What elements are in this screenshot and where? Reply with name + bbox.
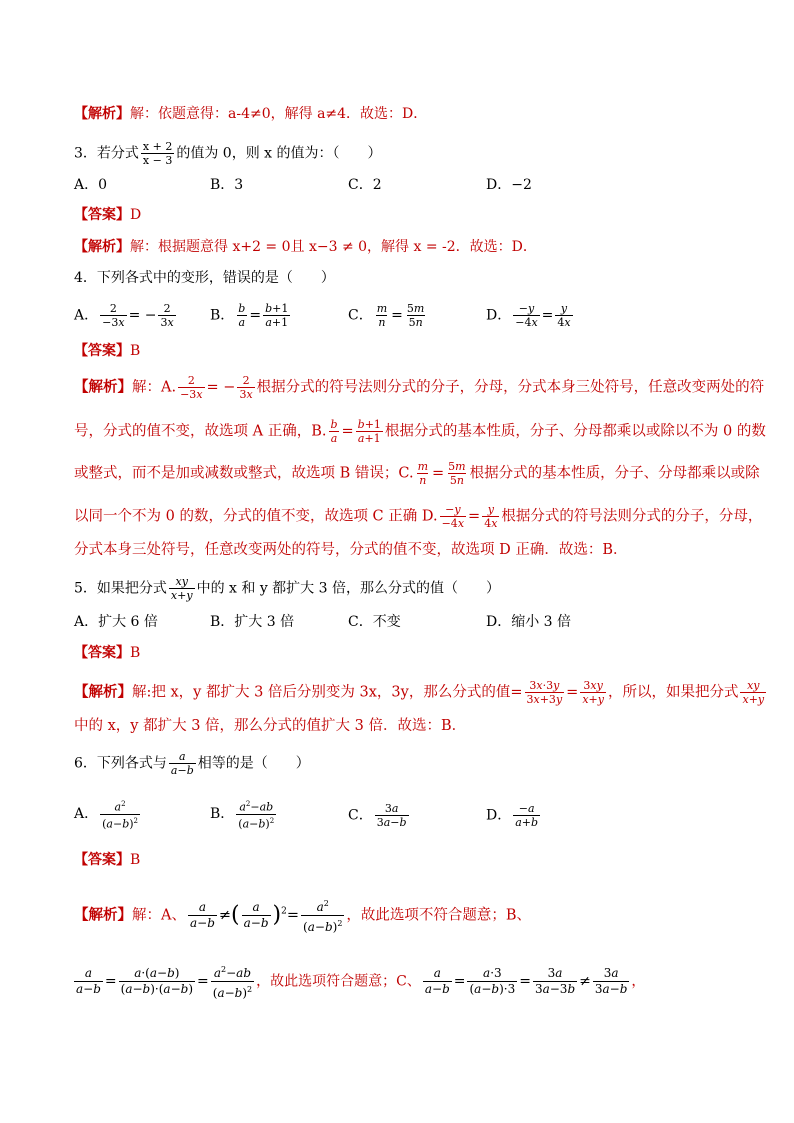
q5-option-d: D．缩小 3 倍 [486,614,572,630]
q5-analysis-line-2: 中的 x，y 都扩大 3 倍，那么分式的值扩大 3 倍．故选：B． [74,718,467,734]
q3-option-d: D．−2 [486,177,532,193]
q5-suffix: 中的 x 和 y 都扩大 3 倍，那么分式的值（ ） [196,580,500,597]
q5-prefix: 5．如果把分式 [74,580,167,597]
q6-opt-c-label: C． [348,807,373,824]
q6-option-b: B． $\frac{a^2-ab}{(a-b)^2}$ [210,800,275,831]
q6-opt-a-label: A． [74,806,99,823]
q3-answer [74,205,734,225]
q4-option-a: A． $\frac{2}{-3x}$ = − $\frac{2}{3x}$ [74,302,174,329]
analysis-tag: 【解析】 [74,106,130,122]
q4-option-d: D． $\frac{-y}{-4x}$ = $\frac{y}{4x}$ [486,302,571,329]
q6-analysis-2b: ， [631,973,646,990]
answer-tag: 【答案】 [74,852,130,868]
q3-prefix: 3．若分式 [74,145,139,162]
q4-analysis-line-3: 或整式，而不是加或减数或整式，故选项 B 错误；C. $\frac{m}{n}$ = $\frac{5m}{5n}$ 根据分式的基本性质，分子、分母都乘以或除 [74,460,760,487]
q3-frac-den: x − 3 [142,154,173,167]
q3-suffix: 的值为 0，则 x 的值为：（ ） [176,145,382,162]
q3-option-c: C．2 [348,177,382,193]
q6-stem: 6．下列各式与 $\frac{a}{a-b}$ 相等的是（ ） [74,750,310,777]
q6-analysis-2a: ，故此选项符合题意；C、 [256,973,421,990]
q6-option-a: A． $\frac{a^2}{(a-b)^2}$ [74,800,139,831]
q4-analysis-4b: 根据分式的符号法则分式的分子，分母， [501,508,763,525]
q6-opt-b-label: B． [210,806,235,823]
q6-suffix: 相等的是（ ） [197,755,310,772]
q6-prefix: 6．下列各式与 [74,755,167,772]
q5-option-b: B．扩大 3 倍 [210,614,295,630]
q3-analysis [74,237,734,257]
q4-analysis-4a: 以同一个不为 0 的数，分式的值不变，故选项 C 正确 D. [74,508,438,525]
q4-analysis-3b: 根据分式的基本性质，分子、分母都乘以或除 [469,465,760,482]
q6-analysis-line-2: $\frac{a}{a-b}$ = $\frac{a\cdot(a-b)}{(a-b)\cdot(a-b)}$ = $\frac{a^2-ab}{(a-b)^2}$ ，故此选项符合题意；C、 $\frac{a}{a-b}$ = $\frac{a\cdot 3}{(a-b)\cdot 3}$ = $\frac{3a}{3a-3b}$ ≠ $\frac{3a}{3a-b}$ ， [76,965,646,1000]
q6-analysis-1a: 解：A、 [132,907,186,924]
q4-opt-a-label: A． [74,307,99,324]
analysis-tag: 【解析】 [74,906,132,924]
q6-analysis-1b: ，故此选项不符合题意；B、 [346,907,532,924]
q4-answer-value: B [130,343,141,359]
q4-option-c: C． $\frac{m}{n}$ = $\frac{5m}{5n}$ [348,302,425,329]
q4-analysis-2b: 根据分式的基本性质，分子、分母都乘以或除以不为 0 的数 [384,423,766,440]
q3-option-b: B．3 [210,177,244,193]
q4-stem: 4．下列各式中的变形，错误的是（ ） [74,270,335,286]
q5-analysis-1a: 解:把 x，y 都扩大 3 倍后分别变为 3x，3y，那么分式的值= [132,684,523,701]
q4-analysis-line-1: 【解析】解：A. $\frac{2}{-3x}$ = − $\frac{2}{3x}$ 根据分式的符号法则分式的分子，分母，分式本身三处符号，任意改变两处的符 [74,374,765,401]
q5-stem: 5．如果把分式 $\frac{xy}{x+y}$ 中的 x 和 y 都扩大 3 倍，那么分式的值（ ） [74,575,500,602]
q4-opt-d-label: D． [486,307,512,324]
q4-opt-b-label: B． [210,307,235,324]
q4-answer [74,341,734,361]
analysis-tag: 【解析】 [74,239,130,255]
q6-option-d: D． $\frac{-a}{a+b}$ [486,802,539,829]
q5-answer [74,643,734,663]
q3-frac-num: x + 2 [142,140,173,153]
answer-tag: 【答案】 [74,343,130,359]
q4-analysis-line-4: 以同一个不为 0 的数，分式的值不变，故选项 C 正确 D. $\frac{-y}{-4x}$ = $\frac{y}{4x}$ 根据分式的符号法则分式的分子，分母， [74,503,763,530]
answer-tag: 【答案】 [74,207,130,223]
prev-analysis-line [74,104,734,124]
q4-analysis-line-2: 号，分式的值不变，故选项 A 正确，B. $\frac{b}{a}$ = $\frac{b+1}{a+1}$ 根据分式的基本性质，分子、分母都乘以或除以不为 0 的数 [74,418,766,445]
q4-analysis-3a: 或整式，而不是加或减数或整式，故选项 B 错误；C. [74,465,414,482]
q4-analysis-2a: 号，分式的值不变，故选项 A 正确，B. [74,423,327,440]
q3-option-a: A．0 [74,177,108,193]
q6-analysis-line-1: 【解析】解：A、 $\frac{a}{a-b}$ ≠( $\frac{a}{a-b}$ )$^2$= $\frac{a^2}{(a-b)^2}$ ，故此选项不符合题意；B、 [74,899,532,934]
q6-option-c: C． $\frac{3a}{3a-b}$ [348,802,407,829]
q3-analysis-text: 解：根据题意得 x+2 = 0且 x−3 ≠ 0，解得 x = -2．故选：D． [130,239,537,255]
q6-answer-value: B [130,852,141,868]
q3-fraction [141,140,174,167]
q5-answer-value: B [130,645,141,661]
q4-analysis-1b: 根据分式的符号法则分式的分子，分母，分式本身三处符号，任意改变两处的符 [256,379,765,396]
q4-opt-c-label: C． [348,307,373,324]
q6-answer [74,850,734,870]
q5-option-c: C．不变 [348,614,401,630]
q5-analysis-line-1: 【解析】解:把 x，y 都扩大 3 倍后分别变为 3x，3y，那么分式的值= $\frac{3x\cdot 3y}{3x+3y}$ = $\frac{3xy}{x+y}$ ，所以，如果把分式 $\frac{xy}{x+y}$ [74,679,765,706]
q3-answer-value: D [130,207,142,223]
answer-tag: 【答案】 [74,645,130,661]
q4-analysis-1a: 解：A. [132,379,177,396]
q3-stem [74,140,734,167]
q4-analysis-line-5: 分式本身三处符号，任意改变两处的符号，分式的值不变，故选项 D 正确．故选：B． [74,542,628,558]
q6-opt-d-label: D． [486,807,512,824]
q4-option-b: B． $\frac{b}{a}$ = $\frac{b+1}{a+1}$ [210,302,289,329]
q5-analysis-1b: ，所以，如果把分式 [607,684,739,701]
q5-option-a: A．扩大 6 倍 [74,614,158,630]
analysis-tag: 【解析】 [74,378,132,396]
prev-analysis-text: 解：依题意得：a-4≠0，解得 a≠4．故选：D． [130,106,428,122]
analysis-tag: 【解析】 [74,683,132,701]
